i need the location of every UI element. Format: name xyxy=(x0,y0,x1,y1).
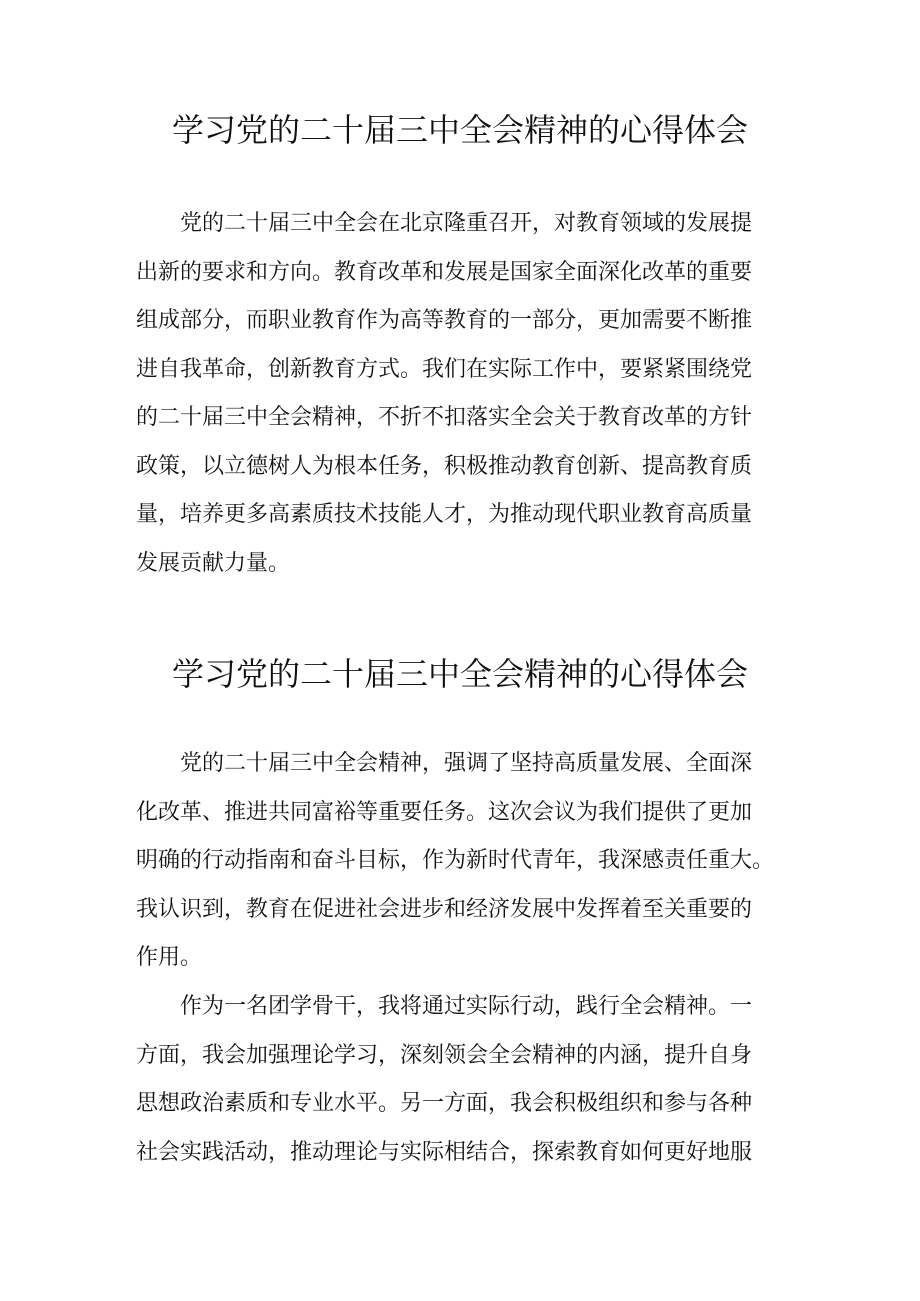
text-line: 方面，我会加强理论学习，深刻领会全会精神的内涵，提升自身 xyxy=(136,1042,753,1068)
text-line: 进自我革命，创新教育方式。我们在实际工作中，要紧紧围绕党 xyxy=(136,356,753,382)
text-line: 我认识到，教育在促进社会进步和经济发展中发挥着至关重要的 xyxy=(136,896,753,922)
text-line: 明确的行动指南和奋斗目标，作为新时代青年，我深感责任重大。 xyxy=(136,848,775,873)
text-line: 社会实践活动，推动理论与实际相结合，探索教育如何更好地服 xyxy=(136,1139,753,1165)
text-line: 党的二十届三中全会在北京隆重召开，对教育领域的发展提 xyxy=(136,211,753,236)
text-line: 作用。 xyxy=(136,945,203,970)
text-line: 党的二十届三中全会精神，强调了坚持高质量发展、全面深 xyxy=(136,751,753,776)
text-line: 思想政治素质和专业水平。另一方面，我会积极组织和参与各种 xyxy=(136,1091,753,1116)
section-2-paragraph-2 xyxy=(136,983,786,1177)
text-line: 组成部分，而职业教育作为高等教育的一部分，更加需要不断推 xyxy=(136,308,753,333)
text-line: 作为一名团学骨干，我将通过实际行动，践行全会精神。一 xyxy=(136,994,753,1019)
text-line: 出新的要求和方向。教育改革和发展是国家全面深化改革的重要 xyxy=(136,259,753,285)
section-1-paragraph-1 xyxy=(136,200,786,588)
text-line: 量，培养更多高素质技术技能人才，为推动现代职业教育高质量 xyxy=(136,502,753,527)
section-1-title: 学习党的二十届三中全会精神的心得体会 xyxy=(171,111,748,149)
text-line: 化改革、推进共同富裕等重要任务。这次会议为我们提供了更加 xyxy=(136,799,753,825)
section-2-paragraph-1 xyxy=(136,740,786,983)
section-2-title: 学习党的二十届三中全会精神的心得体会 xyxy=(171,655,748,693)
text-line: 发展贡献力量。 xyxy=(136,550,291,576)
text-line: 的二十届三中全会精神，不折不扣落实全会关于教育改革的方针 xyxy=(136,405,753,430)
text-line: 政策，以立德树人为根本任务，积极推动教育创新、提高教育质 xyxy=(136,453,753,479)
